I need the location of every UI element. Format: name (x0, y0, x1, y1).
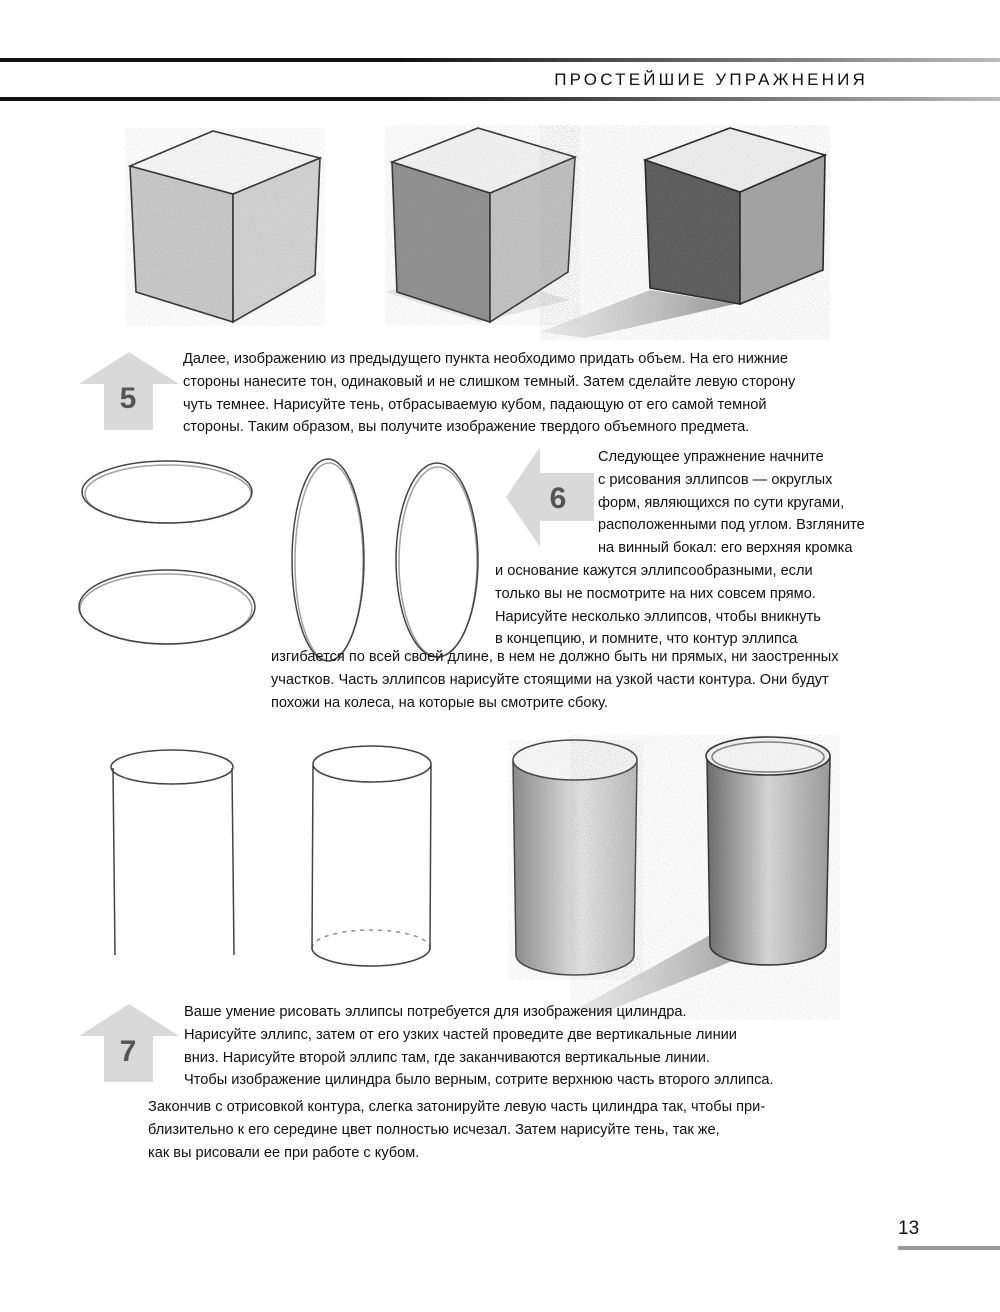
step-7-text (184, 1001, 774, 1092)
cylinder-drawing-2 (312, 746, 431, 966)
step-6-text-mid (495, 560, 821, 651)
step-6-text-right (598, 446, 865, 560)
step-5-line: стороны нанесите тон, одинаковый и не слишком темный. Затем сделайте левую сторону (183, 373, 796, 390)
cube-drawing-3 (540, 125, 830, 340)
step-6-line: похожи на колеса, на которые вы смотрите сбоку. (271, 694, 608, 711)
step-7-line: Закончив с отрисовкой контура, слегка затонируйте левую часть цилиндра так, чтобы при- (148, 1099, 766, 1115)
cube-drawing-1 (125, 128, 325, 326)
step-6-arrow-icon (506, 447, 596, 547)
step-6-line: в концепцию, и помните, что контур эллипса (495, 631, 798, 648)
ellipse-drawings (79, 459, 478, 661)
step-6-line: с рисования эллипсов — округлых (598, 471, 833, 488)
step-5-line: Далее, изображению из предыдущего пункта необходимо придать объем. На его нижние (183, 351, 788, 367)
step-7-line: как вы рисовали ее при работе с кубом. (148, 1144, 420, 1161)
page-number: 13 (898, 1218, 920, 1239)
cylinder-drawing-1 (111, 750, 234, 955)
step-5-line: стороны. Таким образом, вы получите изображение твердого объемного предмета. (183, 419, 750, 436)
step-7-number: 7 (119, 1035, 137, 1068)
step-6-line: только вы не посмотрите на них совсем прямо. (495, 585, 816, 602)
step-6-line: и основание кажутся эллипсообразными, если (495, 563, 813, 579)
step-7-arrow-icon (79, 1004, 179, 1084)
step-7-line: Ваше умение рисовать эллипсы потребуется для изображения цилиндра. (184, 1004, 687, 1020)
step-7-continuation (148, 1096, 765, 1164)
step-6-line: Нарисуйте несколько эллипсов, чтобы вникнуть (495, 608, 821, 625)
step-6-line: расположенными под углом. Взгляните (598, 517, 865, 534)
step-6-text-wide (271, 646, 839, 714)
step-7-line: Нарисуйте эллипс, затем от его узких частей проведите две вертикальные линии (184, 1026, 737, 1043)
step-7-line: Чтобы изображение цилиндра было верным, сотрите верхнюю часть второго эллипса. (184, 1072, 774, 1089)
step-6-line: на винный бокал: его верхняя кромка (598, 540, 853, 557)
step-7-line: вниз. Нарисуйте второй эллипс там, где заканчиваются вертикальные линии. (184, 1049, 710, 1066)
step-6-number: 6 (549, 482, 567, 515)
step-5-line: чуть темнее. Нарисуйте тень, отбрасываемую кубом, падающую от его самой темной (183, 396, 767, 413)
page-number-rule (898, 1246, 1000, 1250)
step-5-text (183, 348, 795, 439)
cylinder-drawing-4 (570, 735, 840, 1020)
step-5-arrow-icon (79, 352, 179, 432)
step-6-line: изгибается по всей своей длине, в нем не должно быть ни прямых, ни заостренных (271, 649, 839, 665)
step-5-number: 5 (119, 382, 137, 415)
step-6-line: форм, являющихся по сути кругами, (598, 494, 845, 511)
running-header-title: ПРОСТЕЙШИЕ УПРАЖНЕНИЯ (554, 70, 868, 89)
step-6-line: Следующее упражнение начните (598, 449, 824, 465)
step-7-line: близительно к его середине цвет полностью исчезал. Затем нарисуйте тень, так же, (148, 1121, 720, 1138)
step-6-line: участков. Часть эллипсов нарисуйте стоящими на узкой части контура. Они будут (271, 671, 829, 688)
